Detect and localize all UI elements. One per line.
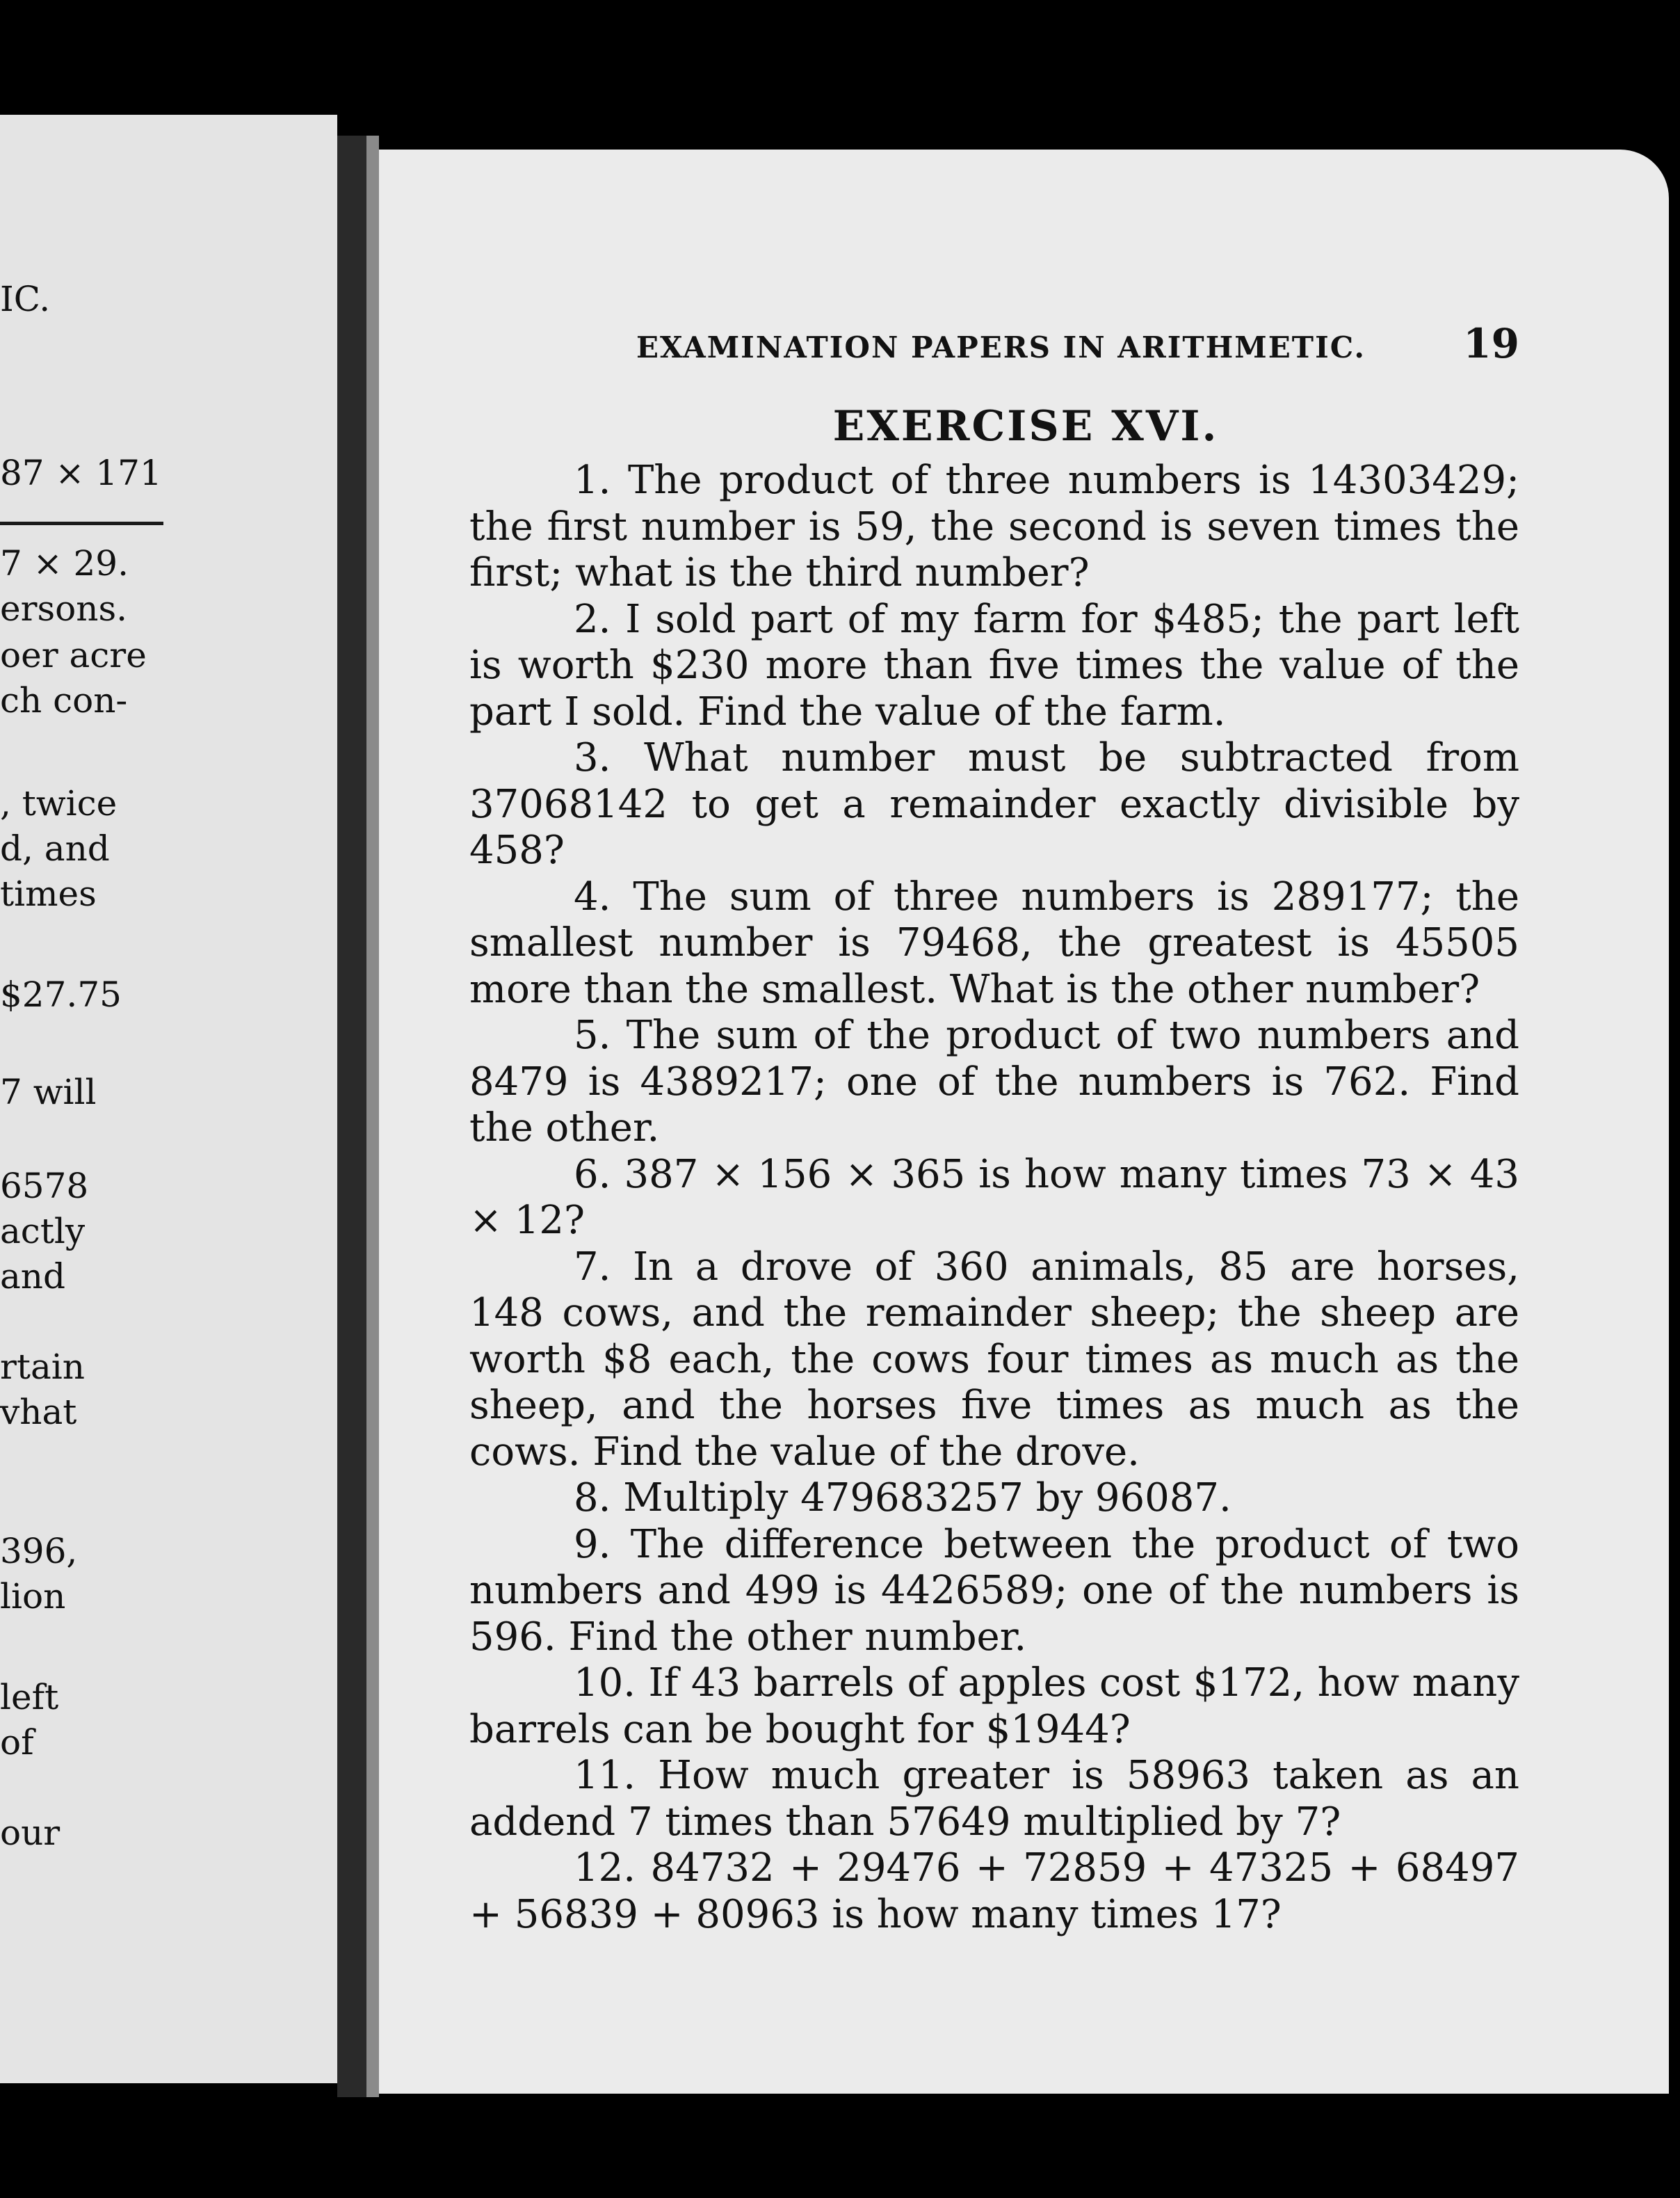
left-page-fragment: , twice: [0, 783, 118, 824]
problem-item: 3. What number must be subtracted from 37068142 to get a remainder exactly divisible by 458?: [469, 735, 1519, 873]
problem-item: 7. In a drove of 360 animals, 85 are horses, 148 cows, and the remainder sheep; the sheep are worth $8 each, the cows four times as much as the sheep, and the horses five times as much as the cows. Find the value of the drove.: [469, 1244, 1519, 1475]
running-title: EXAMINATION PAPERS IN ARITHMETIC.: [636, 330, 1366, 364]
left-page-fragment: ersons.: [0, 588, 128, 629]
left-page-fragment: and: [0, 1256, 66, 1297]
page-number: 19: [1463, 320, 1519, 367]
left-page-fragment: left: [0, 1677, 59, 1717]
left-page-fragment: ch con-: [0, 680, 128, 721]
left-page-fragment: of: [0, 1722, 34, 1763]
left-page-fragment: actly: [0, 1211, 86, 1251]
page-content: [469, 320, 1519, 1938]
left-page-rule: [0, 522, 163, 525]
problem-item: 2. I sold part of my farm for $485; the part left is worth $230 more than five times the value of the part I sold. Find the value of the farm.: [469, 596, 1519, 735]
left-page-fragment: 396,: [0, 1531, 78, 1571]
left-page-fragment: IC.: [0, 279, 51, 319]
problem-item: 4. The sum of three numbers is 289177; the smallest number is 79468, the greatest is 45505 more than the smallest. What is the other number?: [469, 874, 1519, 1012]
left-page-fragment: our: [0, 1813, 60, 1853]
left-page-fragment: oer acre: [0, 635, 147, 675]
book-gutter: [366, 136, 379, 2097]
left-page-fragment: rtain: [0, 1347, 85, 1387]
problem-item: 9. The difference between the product of two numbers and 499 is 4426589; one of the numbers is 596. Find the other number.: [469, 1521, 1519, 1660]
left-page-fragment: lion: [0, 1576, 66, 1617]
problem-item: 6. 387 × 156 × 365 is how many times 73 × 43 × 12?: [469, 1151, 1519, 1243]
problem-item: 5. The sum of the product of two numbers and 8479 is 4389217; one of the numbers is 762. Find the other.: [469, 1013, 1519, 1150]
left-page-fragment: 7 × 29.: [0, 543, 129, 584]
left-page-fragment: $27.75: [0, 974, 122, 1015]
problem-item: 8. Multiply 479683257 by 96087.: [574, 1475, 1231, 1521]
problem-item: 1. The product of three numbers is 14303429; the first number is 59, the second is seven times the first; what is the third number?: [469, 458, 1519, 595]
problem-item: 12. 84732 + 29476 + 72859 + 47325 + 68497 + 56839 + 80963 is how many times 17?: [469, 1845, 1519, 1937]
running-header: [469, 320, 1519, 367]
left-page-fragment: 6578: [0, 1166, 89, 1206]
problem-item: 11. How much greater is 58963 taken as an addend 7 times than 57649 multiplied by 7?: [469, 1753, 1519, 1845]
left-page-fragment: times: [0, 874, 97, 914]
exercise-title: EXERCISE XVI.: [832, 402, 1219, 451]
left-page-fragment: 7 will: [0, 1072, 97, 1112]
left-page-fragment: 87 × 171: [0, 453, 162, 493]
left-page: [0, 115, 337, 2083]
book-spine: [337, 136, 366, 2097]
left-page-fragment: vhat: [0, 1392, 77, 1432]
left-page-fragment: d, and: [0, 828, 110, 869]
problem-item: 10. If 43 barrels of apples cost $172, how many barrels can be bought for $1944?: [469, 1660, 1519, 1752]
